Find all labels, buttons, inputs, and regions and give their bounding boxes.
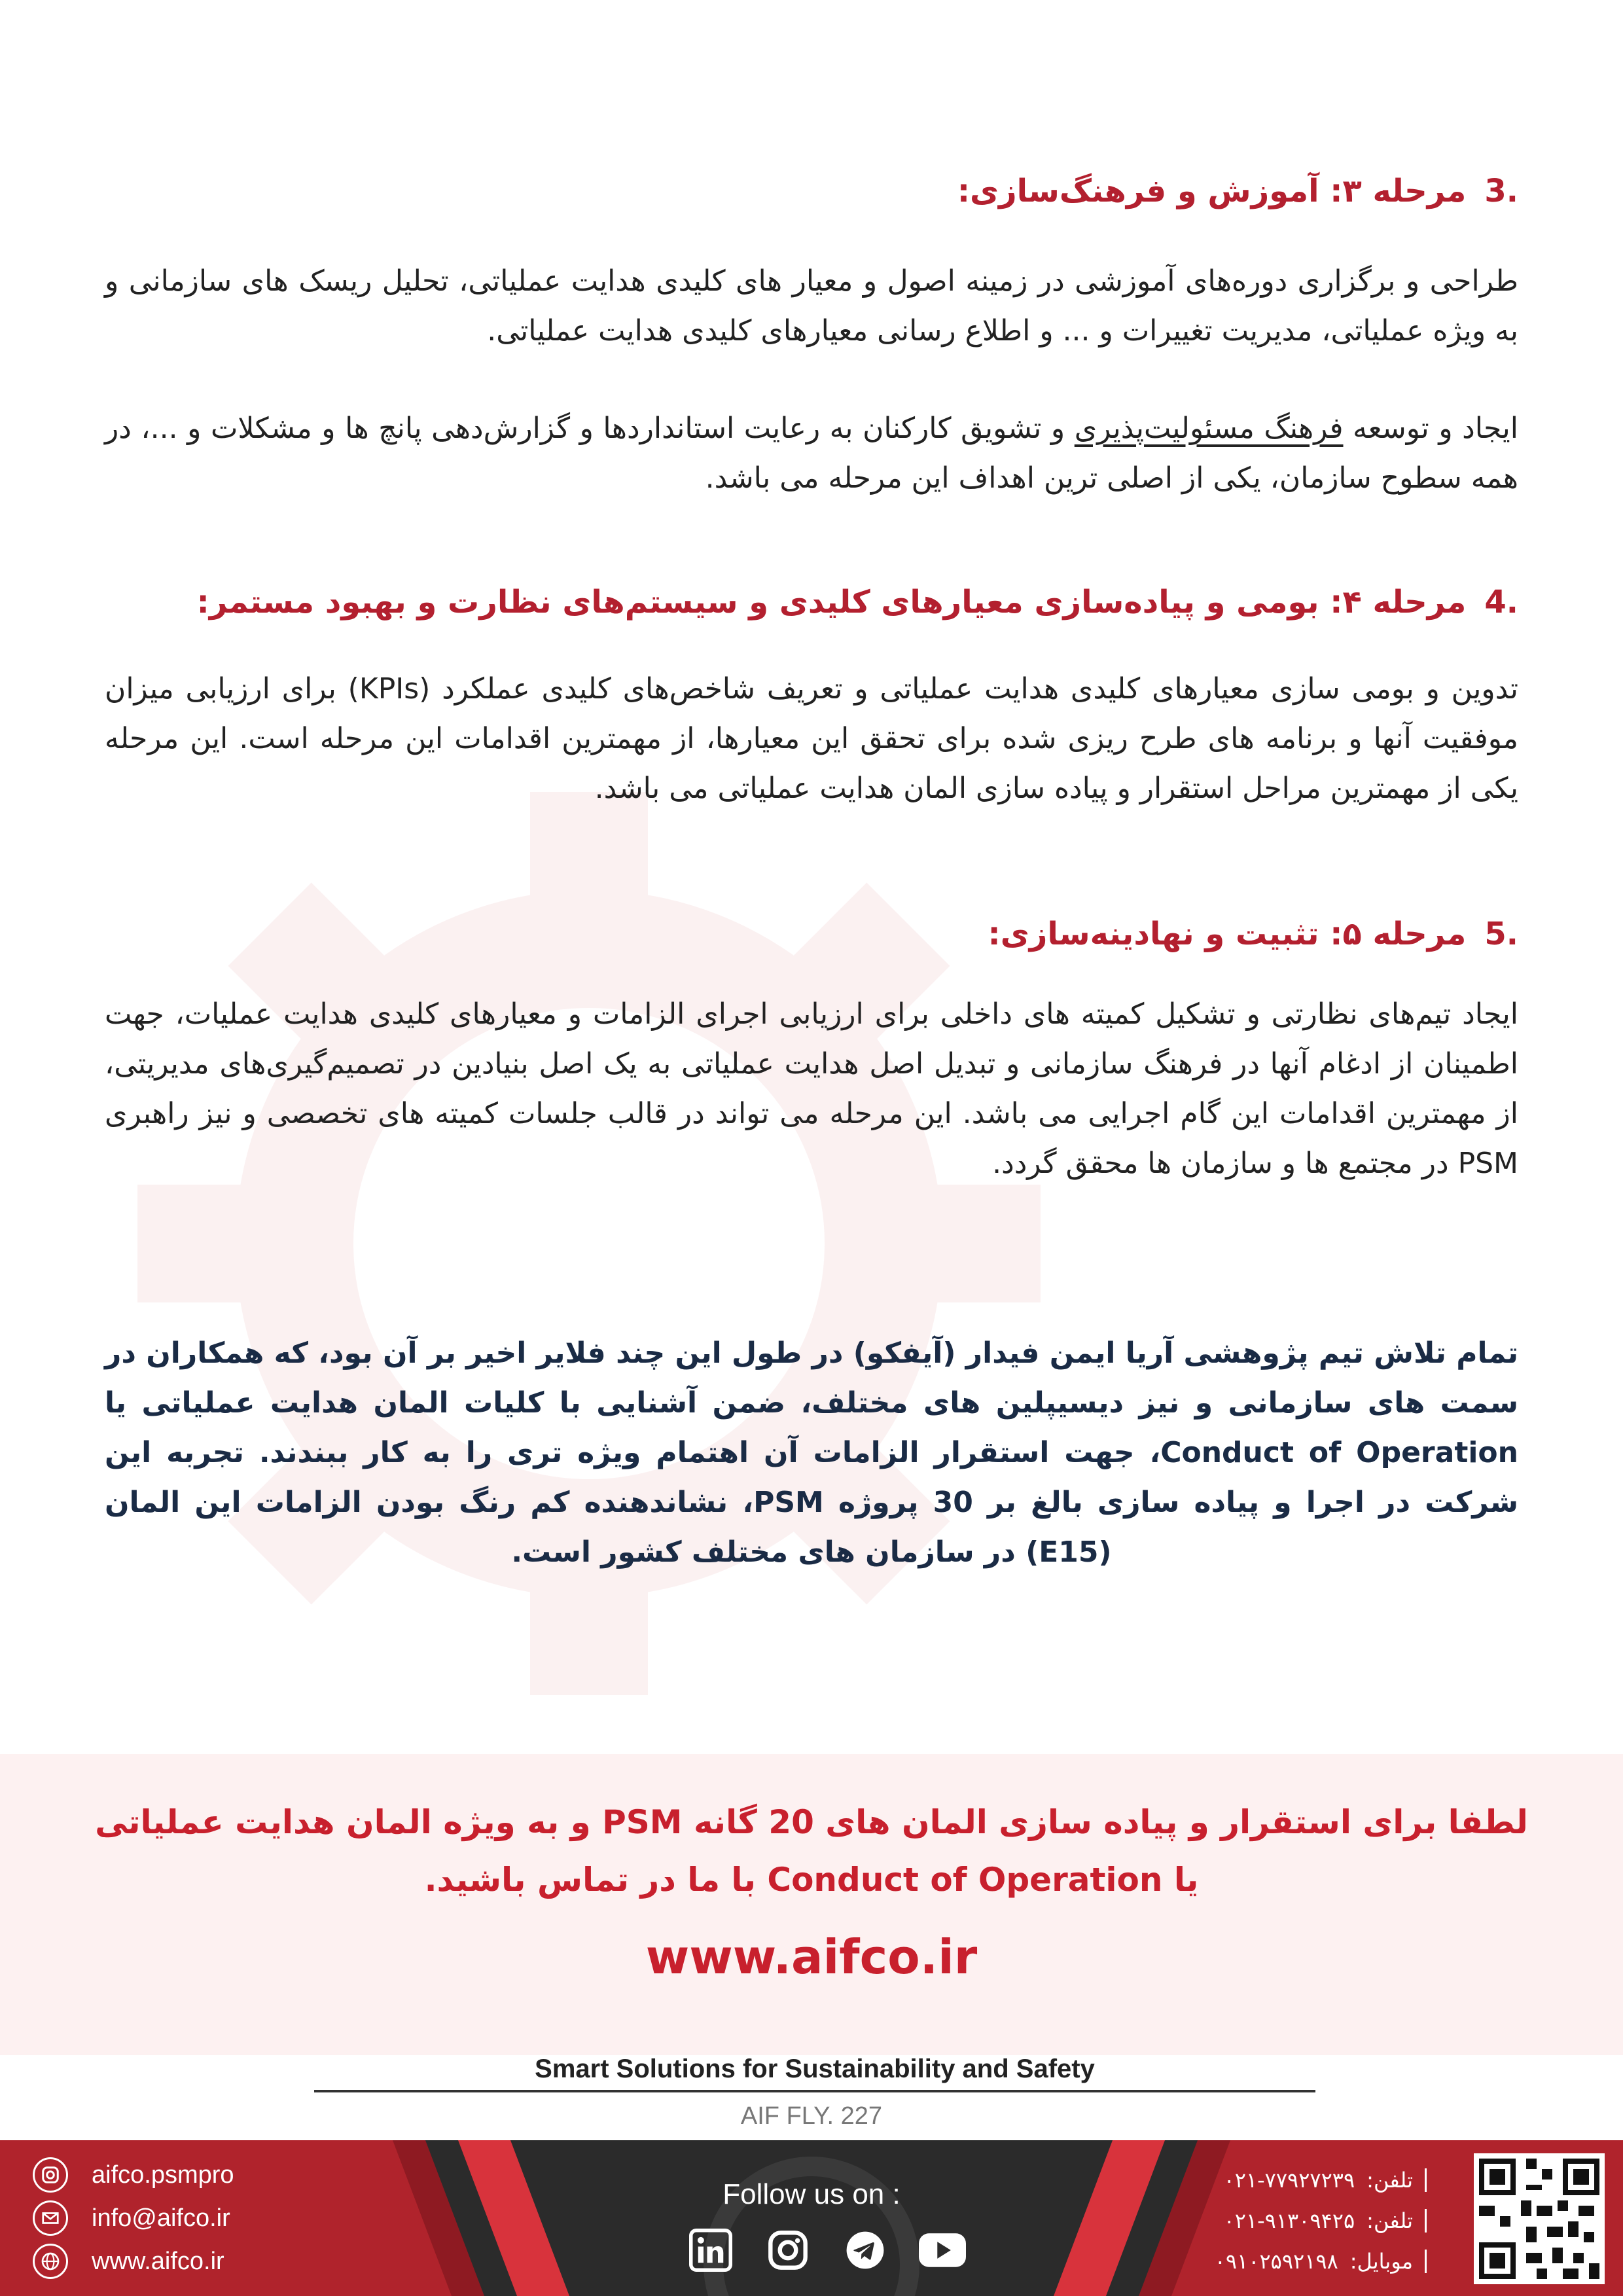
website-link[interactable]: www.aifco.ir xyxy=(645,1929,978,1984)
section-3-title: مرحله ۳: آموزش و فرهنگ‌سازی: xyxy=(957,173,1467,209)
responsibility-culture-underlined: فرهنگ مسئولیت‌پذیری xyxy=(1074,412,1344,445)
tagline: Smart Solutions for Sustainability and Safety xyxy=(535,2054,1095,2083)
website-address: www.aifco.ir xyxy=(92,2247,224,2275)
globe-icon xyxy=(33,2244,68,2279)
contact-website[interactable] xyxy=(33,2240,234,2283)
section-3-heading xyxy=(105,171,1518,211)
mobile-label: موبایل: xyxy=(1349,2249,1413,2274)
qr-code-icon[interactable] xyxy=(1474,2153,1605,2284)
phone-row-3[interactable] xyxy=(1215,2241,1427,2282)
summary-paragraph: تمام تلاش تیم پژوهشی آریا ایمن فیدار (آیفکو) در طول این چند فلایر اخیر بر آن بود، که همکاران در سمت های سازمانی و نیز دیسیپلین های مختلف، ضمن آشنایی با کلیات المان هدایت عملیاتی یا Conduct of Operation، جهت استقرار الزامات آن اهتمام ویژه تری را به کار ببندند. تجربه این شرکت در اجرا و پیاده سازی بالغ بر 30 پروژه PSM، نشاندهنده کم رنگ بودن الزامات این المان (E15) در سازمان های مختلف کشور است. xyxy=(105,1336,1518,1569)
gear-watermark-icon xyxy=(98,753,1080,1734)
section-3-paragraph-2 xyxy=(105,404,1518,503)
social-links xyxy=(687,2227,966,2274)
section-5-heading xyxy=(105,914,1518,954)
telegram-icon[interactable] xyxy=(842,2227,889,2274)
phone-label-1: تلفن: xyxy=(1366,2168,1413,2193)
footer-contacts xyxy=(33,2153,234,2283)
phone-number-2: ۰۲۱-۹۱۳۰۹۴۲۵ xyxy=(1223,2208,1355,2233)
youtube-icon[interactable] xyxy=(919,2227,966,2274)
section-5-paragraph: ایجاد تیم‌های نظارتی و تشکیل کمیته های داخلی برای ارزیابی اجرای الزامات و معیارهای کلیدی هدایت عملیات، جهت اطمینان از ادغام آنها در فرهنگ سازمانی و تبدیل اصل هدایت عملیاتی به یک اصل بنیادین در تصمیم‌گیری‌های مدیریتی، از مهمترین اقدامات این گام اجرایی می باشد. این مرحله می تواند در قالب جلسات کمیته های تخصصی و نیز راهبری PSM در مجتمع ها و سازمان ها محقق گردد. xyxy=(105,997,1518,1180)
instagram-icon[interactable] xyxy=(764,2227,812,2274)
section-4-heading xyxy=(105,583,1518,622)
para2-end: و تشویق کارکنان به رعایت استانداردها و گزارش‌دهی پانچ ها و مشکلات و ...، در همه سطوح سازمان، یکی از اصلی ترین اهداف این مرحله می باشد. xyxy=(105,412,1518,495)
section-3-paragraph-1: طراحی و برگزاری دوره‌های آموزشی در زمینه اصول و معیار های کلیدی هدایت عملیاتی، تحلیل ریسک های سازمانی و به ویژه عملیاتی، مدیریت تغییرات و ... و اطلاع رسانی معیارهای کلیدی هدایت عملیاتی. xyxy=(105,264,1518,348)
cta-line-2: یا Conduct of Operation با ما در تماس باشید. xyxy=(424,1861,1199,1899)
linkedin-icon[interactable] xyxy=(687,2227,734,2274)
para2-start: ایجاد و توسعه xyxy=(1353,412,1519,445)
section-5-title: مرحله ۵: تثبیت و نهادینه‌سازی: xyxy=(988,916,1467,952)
tagline-divider xyxy=(314,2090,1315,2092)
section-3-number: 3. xyxy=(1484,173,1518,209)
section-4-number: 4. xyxy=(1484,584,1518,620)
phone-label-2: تلفن: xyxy=(1366,2208,1413,2233)
email-address: info@aifco.ir xyxy=(92,2204,230,2232)
phone-divider xyxy=(1425,2250,1427,2273)
call-to-action xyxy=(79,1793,1544,1909)
instagram-handle: aifco.psmpro xyxy=(92,2161,234,2189)
phone-number-1: ۰۲۱-۷۷۹۲۷۲۳۹ xyxy=(1223,2168,1355,2193)
follow-us-label: Follow us on : xyxy=(722,2178,901,2210)
flyer-code: AIF FLY. 227 xyxy=(740,2102,883,2130)
section-5-number: 5. xyxy=(1484,916,1518,952)
mobile-number: ۰۹۱۰۲۵۹۲۱۹۸ xyxy=(1214,2249,1338,2274)
cta-line-1: لطفا برای استقرار و پیاده سازی المان های 20 گانه PSM و به ویژه المان هدایت عملیاتی xyxy=(95,1803,1528,1841)
section-4-paragraph: تدوین و بومی سازی معیارهای کلیدی هدایت عملیاتی و تعریف شاخص‌های کلیدی عملکرد (KPIs) برای ارزیابی میزان موفقیت آنها و برنامه های طرح ریزی شده برای تحقق این معیارها، از مهمترین اقدامات این مرحله است. این مرحله یکی از مهمترین مراحل استقرار و پیاده سازی المان هدایت عملیاتی می باشد. xyxy=(105,672,1519,805)
section-4-title: مرحله ۴: بومی و پیاده‌سازی معیارهای کلیدی و سیستم‌های نظارت و بهبود مستمر: xyxy=(196,584,1467,620)
